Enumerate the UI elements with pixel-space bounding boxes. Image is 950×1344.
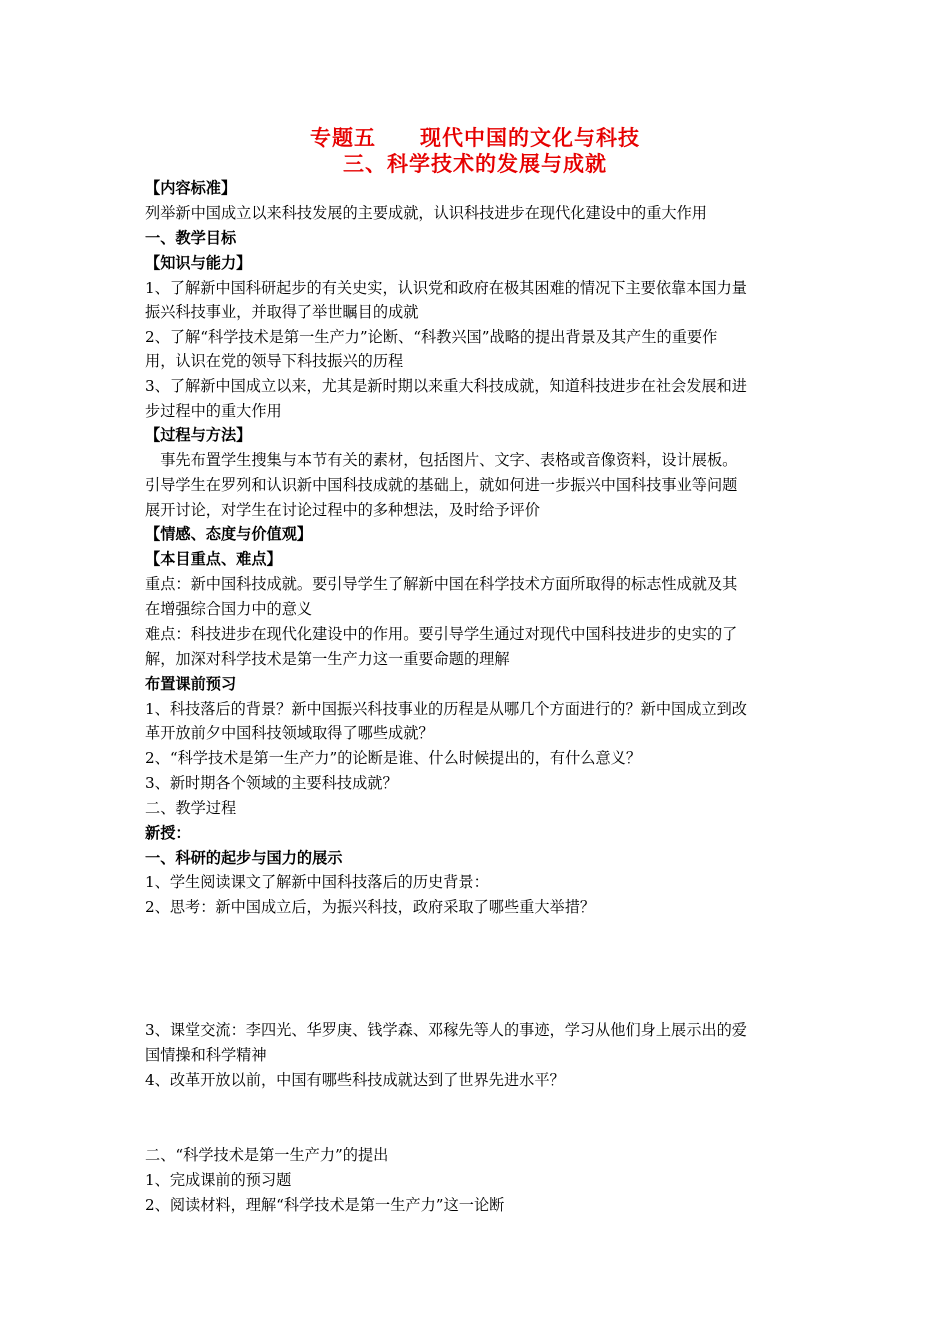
text-line: 列举新中国成立以来科技发展的主要成就，认识科技进步在现代化建设中的重大作用	[145, 204, 707, 222]
subsection-heading: 【情感、态度与价值观】	[145, 525, 313, 543]
text-line: 引导学生在罗列和认识新中国科技成就的基础上，就如何进一步振兴中国科技事业等问题	[145, 476, 738, 494]
section-heading: 一、科研的起步与国力的展示	[145, 849, 343, 867]
section-heading-plain: 二、教学过程	[145, 799, 237, 817]
section-heading-plain: 二、“科学技术是第一生产力”的提出	[145, 1146, 389, 1164]
text-line: 振兴科技事业，并取得了举世瞩目的成就	[145, 303, 419, 321]
section-heading: 新授：	[145, 824, 191, 842]
text-line: 在增强综合国力中的意义	[145, 600, 313, 618]
text-line: 事先布置学生搜集与本节有关的素材，包括图片、文字、表格或音像资料，设计展板。	[145, 451, 738, 469]
text-line: 革开放前夕中国科技领域取得了哪些成就？	[145, 724, 434, 742]
subsection-heading: 【本目重点、难点】	[145, 550, 282, 568]
text-line: 2、“科学技术是第一生产力”的论断是谁、什么时候提出的，有什么意义？	[145, 749, 642, 767]
text-line: 国情操和科学精神	[145, 1046, 267, 1064]
content-standard-heading: 【内容标准】	[145, 179, 237, 197]
section-heading: 一、教学目标	[145, 229, 237, 247]
document-subtitle: 三、科学技术的发展与成就	[343, 152, 607, 176]
text-line: 2、阅读材料，理解“科学技术是第一生产力”这一论断	[145, 1196, 505, 1214]
text-line: 1、学生阅读课文了解新中国科技落后的历史背景：	[145, 873, 489, 891]
text-line: 2、思考：新中国成立后，为振兴科技，政府采取了哪些重大举措？	[145, 898, 596, 916]
text-line: 1、完成课前的预习题	[145, 1171, 292, 1189]
text-line: 步过程中的重大作用	[145, 402, 282, 420]
text-line: 3、了解新中国成立以来，尤其是新时期以来重大科技成就，知道科技进步在社会发展和进	[145, 377, 747, 395]
text-line: 1、科技落后的背景？新中国振兴科技事业的历程是从哪几个方面进行的？新中国成立到改	[145, 700, 747, 718]
document-title: 专题五 现代中国的文化与科技	[310, 126, 640, 150]
text-line: 1、了解新中国科研起步的有关史实，认识党和政府在极其困难的情况下主要依靠本国力量	[145, 279, 747, 297]
text-line: 用，认识在党的领导下科技振兴的历程	[145, 352, 404, 370]
text-line: 难点：科技进步在现代化建设中的作用。要引导学生通过对现代中国科技进步的史实的了	[145, 625, 738, 643]
text-line: 解，加深对科学技术是第一生产力这一重要命题的理解	[145, 650, 510, 668]
text-line: 4、改革开放以前，中国有哪些科技成就达到了世界先进水平？	[145, 1071, 565, 1089]
text-line: 展开讨论，对学生在讨论过程中的多种想法，及时给予评价	[145, 501, 540, 519]
subsection-heading: 【知识与能力】	[145, 254, 252, 272]
section-heading: 布置课前预习	[145, 675, 237, 693]
text-line: 重点：新中国科技成就。要引导学生了解新中国在科学技术方面所取得的标志性成就及其	[145, 575, 738, 593]
text-line: 2、了解“科学技术是第一生产力”论断、“科教兴国”战略的提出背景及其产生的重要作	[145, 328, 718, 346]
subsection-heading: 【过程与方法】	[145, 426, 252, 444]
text-line: 3、课堂交流：李四光、华罗庚、钱学森、邓稼先等人的事迹，学习从他们身上展示出的爱	[145, 1021, 747, 1039]
text-line: 3、新时期各个领域的主要科技成就？	[145, 774, 398, 792]
